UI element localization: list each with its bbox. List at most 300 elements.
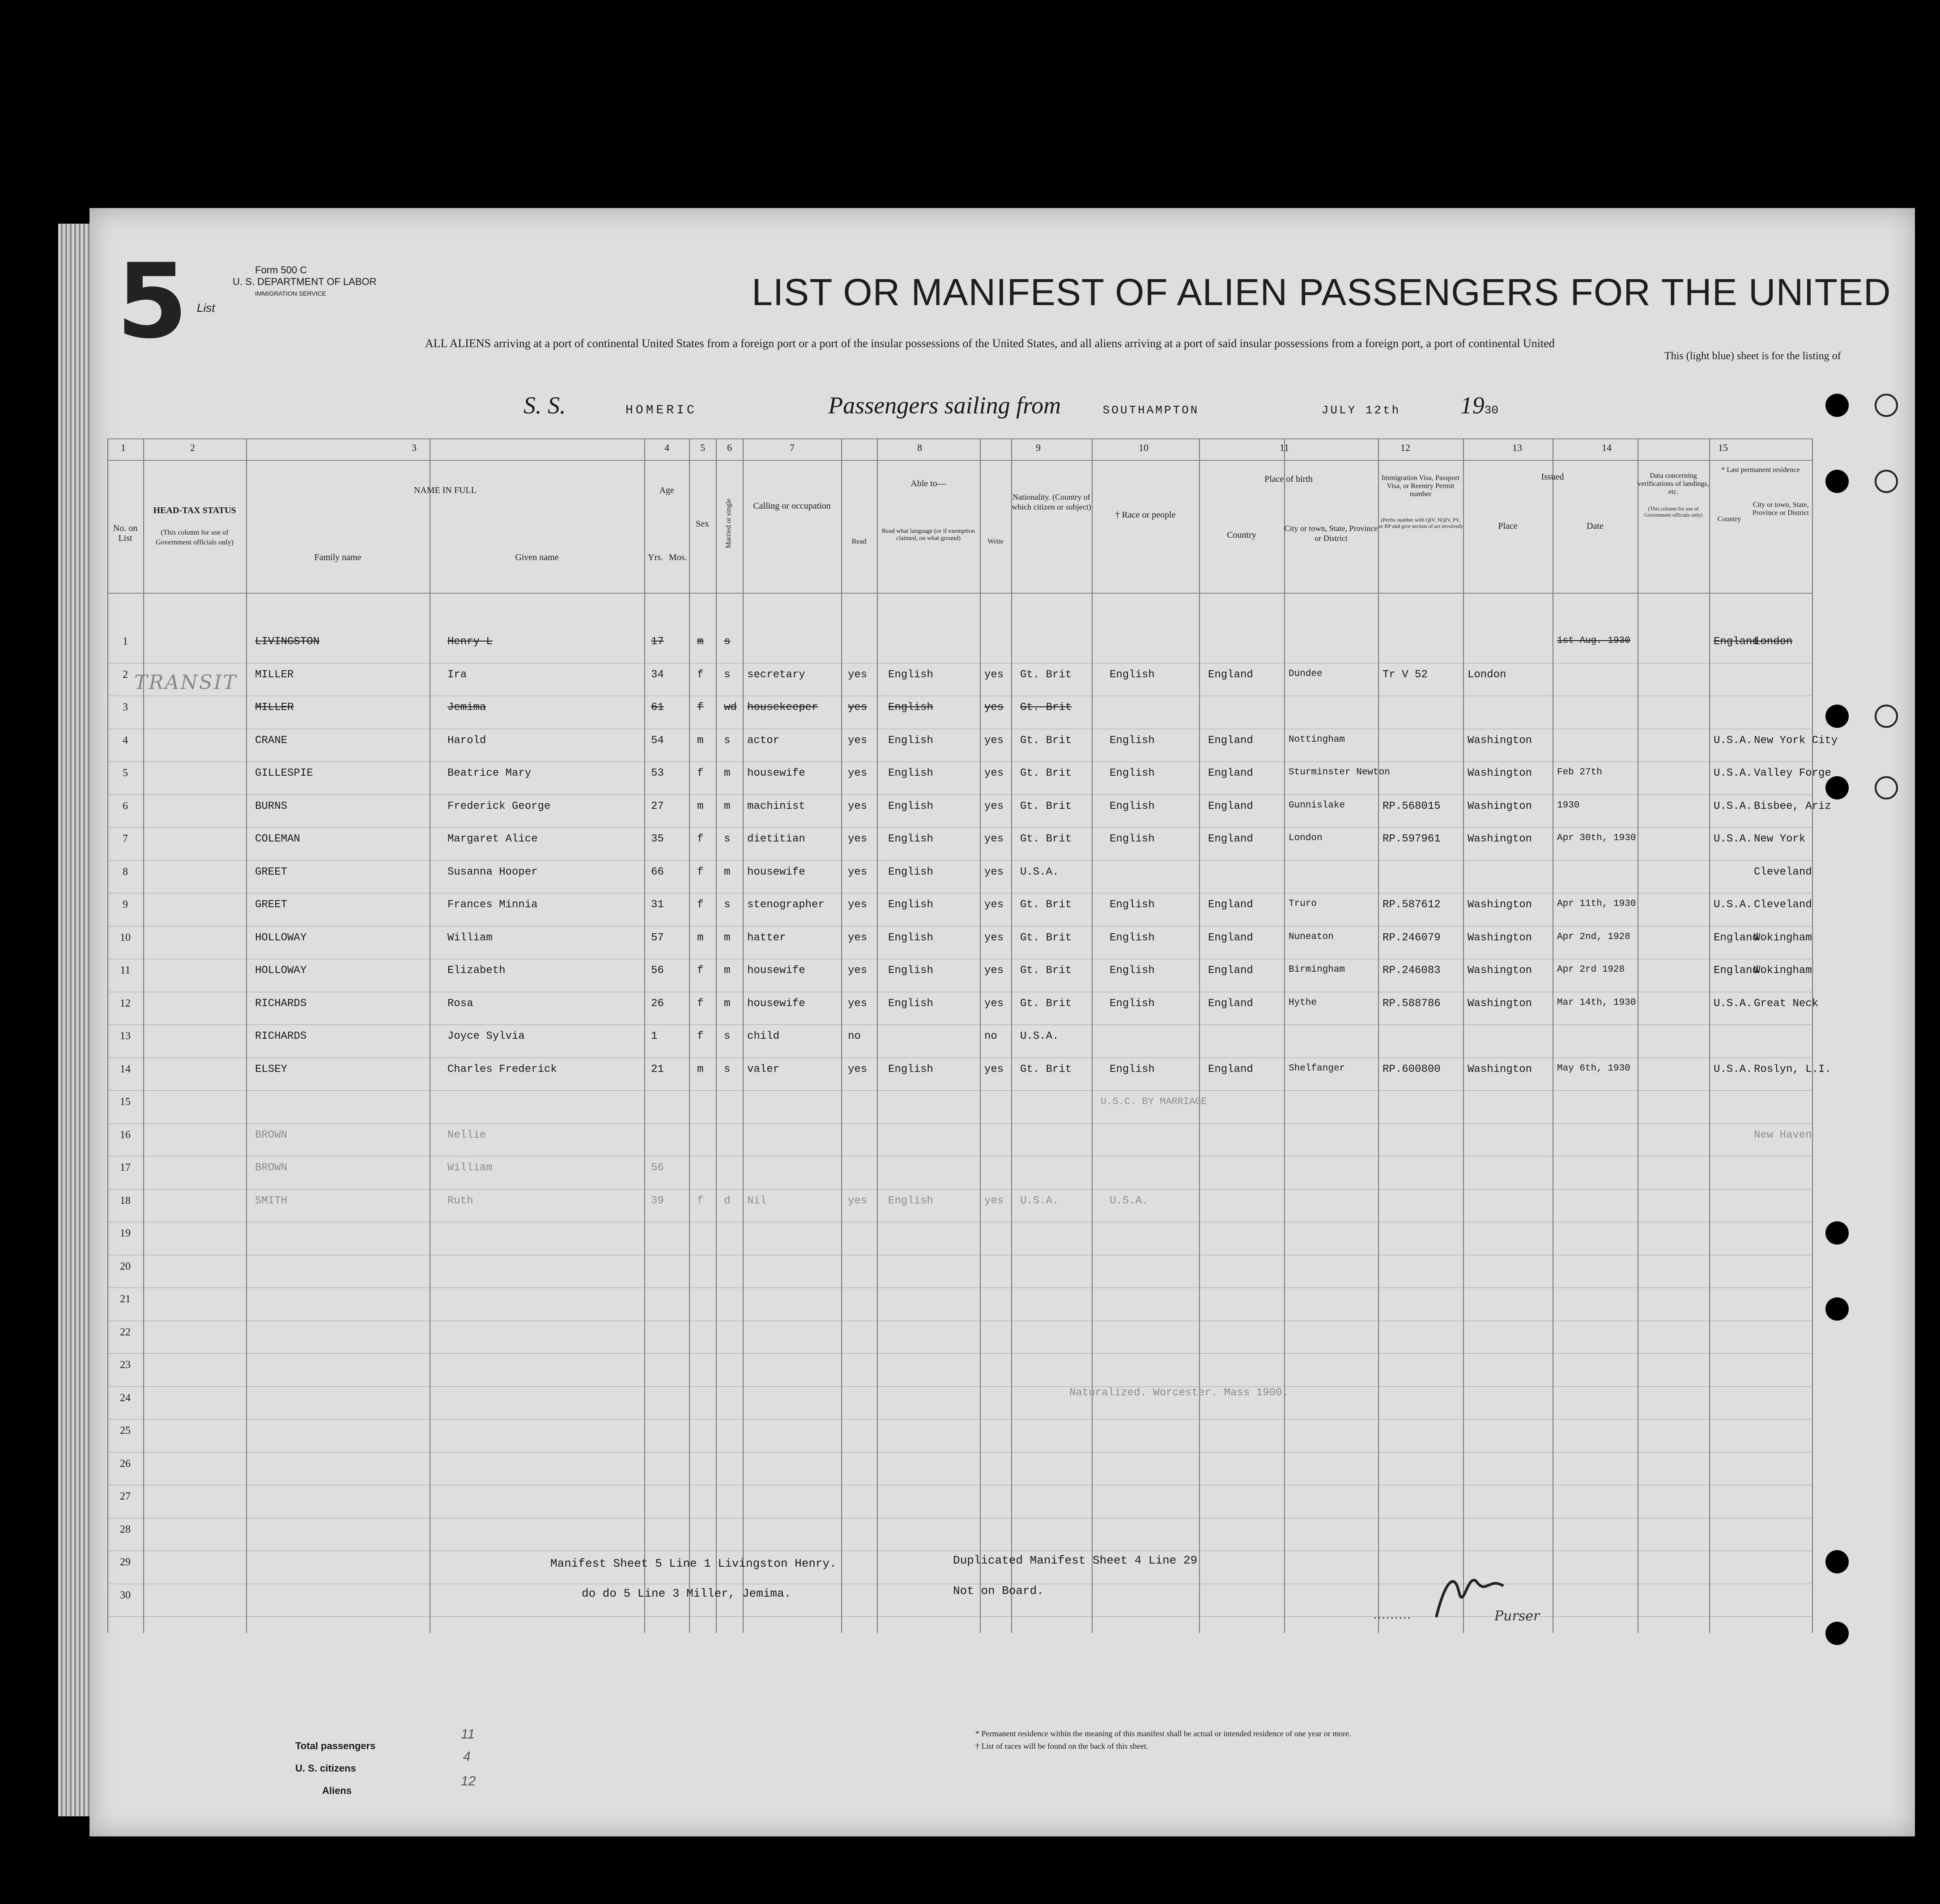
us-citizens-label: U. S. citizens	[295, 1763, 356, 1774]
rule	[107, 438, 1812, 439]
column-number: 2	[190, 442, 195, 453]
cell-write: yes	[984, 1194, 1004, 1207]
cell-marital-status: m	[724, 931, 731, 944]
rule	[1011, 438, 1012, 1633]
cell-marital-status: s	[724, 1030, 731, 1042]
cell-race: English	[1110, 833, 1155, 845]
year-suffix: 30	[1484, 404, 1498, 417]
cell-nationality: Gt. Brit	[1020, 997, 1072, 1010]
total-passengers-value: 11	[461, 1727, 475, 1742]
binder-hole-ring	[1875, 776, 1898, 799]
cell-write: yes	[984, 767, 1004, 779]
cell-birth-country: England	[1208, 734, 1253, 747]
rule	[1709, 438, 1710, 1633]
row-number: 28	[120, 1523, 131, 1535]
usc-marriage-note: U.S.C. BY MARRIAGE	[1101, 1096, 1207, 1107]
cell-write: yes	[984, 899, 1004, 911]
cell-given-name: Frances Minnia	[447, 899, 538, 911]
cell-family-name: GREET	[255, 899, 288, 911]
cell-given-name: Elizabeth	[447, 965, 506, 977]
cell-res-country: England	[1714, 931, 1759, 944]
binder-hole-ring	[1875, 705, 1898, 728]
row-number: 26	[120, 1458, 131, 1470]
cell-read: yes	[848, 734, 868, 747]
cell-given-name: Ira	[447, 668, 467, 681]
header-race: † Race or people	[1115, 510, 1176, 520]
cell-issue-place: Washington	[1468, 800, 1532, 812]
ship-name: HOMERIC	[625, 404, 697, 417]
cell-age: 56	[651, 1162, 664, 1174]
cell-occupation: housewife	[747, 767, 805, 779]
cell-family-name: RICHARDS	[255, 997, 307, 1010]
cell-family-name: GREET	[255, 866, 288, 878]
cell-language: English	[888, 1063, 933, 1075]
cell-birth-city: Sturminster Newton	[1289, 767, 1390, 778]
header-write: Write	[987, 538, 1004, 545]
cell-sex: m	[697, 931, 704, 944]
header-age: Age	[659, 485, 674, 495]
column-number: 14	[1602, 442, 1612, 453]
page-subtitle: ALL ALIENS arriving at a port of continental United States from a foreign port or a port of the insular possessions of the United States, and all aliens arriving at a port of said insular possessions from a foreign port, a port of continental United	[425, 337, 1555, 350]
rule	[743, 438, 744, 1633]
rule	[877, 438, 878, 1633]
cell-res-country: U.S.A.	[1714, 800, 1753, 812]
header-sex: Sex	[696, 519, 709, 529]
cell-race: English	[1110, 668, 1155, 681]
cell-issue-date: Apr 11th, 1930	[1557, 899, 1636, 909]
cell-marital-status: d	[724, 1194, 731, 1207]
cell-issue-date: Apr 2nd, 1928	[1557, 931, 1630, 942]
row-number: 21	[120, 1293, 131, 1305]
column-number: 5	[700, 442, 705, 453]
cell-family-name: ELSEY	[255, 1063, 288, 1075]
ss-label: S. S.	[523, 392, 566, 419]
row-number: 24	[120, 1392, 131, 1404]
cell-read: yes	[848, 800, 868, 812]
cell-issue-date: Apr 30th, 1930	[1557, 833, 1636, 843]
binder-hole-ring	[1875, 394, 1898, 417]
cell-marital-status: m	[724, 965, 731, 977]
cell-given-name: Margaret Alice	[447, 833, 538, 845]
cell-write: yes	[984, 734, 1004, 747]
cell-language: English	[888, 668, 933, 681]
cell-language: English	[888, 931, 933, 944]
cell-res-city: Great Neck	[1754, 997, 1819, 1010]
binder-hole-ring	[1875, 470, 1898, 493]
cell-occupation: housewife	[747, 997, 805, 1010]
cell-birth-country: England	[1208, 931, 1253, 944]
cell-birth-country: England	[1208, 997, 1253, 1010]
header-read: Read	[851, 538, 867, 545]
cell-nationality: Gt. Brit	[1020, 833, 1072, 845]
cell-given-name: Jemima	[447, 701, 486, 714]
cell-family-name: MILLER	[255, 701, 294, 714]
cell-issue-place: Washington	[1468, 931, 1532, 944]
cell-family-name: MILLER	[255, 668, 294, 681]
cell-res-city: London	[1754, 636, 1793, 648]
total-passengers-label: Total passengers	[295, 1740, 376, 1751]
cell-res-city: Cleveland	[1754, 899, 1812, 911]
cell-sex: f	[697, 701, 704, 714]
us-citizens-value: 4	[463, 1749, 471, 1764]
cell-race: English	[1110, 899, 1155, 911]
cell-res-country: England	[1714, 965, 1759, 977]
cell-occupation: actor	[747, 734, 780, 747]
footer-note-2a: do do 5 Line 3 Miller, Jemima.	[582, 1587, 791, 1600]
cell-write: yes	[984, 997, 1004, 1010]
cell-res-city: New York	[1754, 833, 1806, 845]
cell-age: 27	[651, 800, 664, 812]
cell-nationality: Gt. Brit	[1020, 899, 1072, 911]
column-number: 12	[1400, 442, 1410, 453]
row-rule	[107, 1123, 1812, 1124]
cell-issue-place: Washington	[1468, 899, 1532, 911]
header-visa: Immigration Visa, Passport Visa, or Reentry Permit number	[1381, 474, 1460, 498]
service: IMMIGRATION SERVICE	[255, 290, 326, 297]
cell-write: yes	[984, 931, 1004, 944]
cell-nationality: Gt. Brit	[1020, 931, 1072, 944]
cell-occupation: valer	[747, 1063, 780, 1075]
row-rule	[107, 1419, 1812, 1420]
row-rule	[107, 1024, 1812, 1025]
cell-birth-city: Gunnislake	[1289, 800, 1345, 811]
cell-occupation: Nil	[747, 1194, 767, 1207]
header-nationality: Nationality. (Country of which citizen or subject)	[1012, 493, 1091, 511]
header-given-name: Given name	[515, 552, 559, 562]
cell-language: English	[888, 767, 933, 779]
header-mos: Mos.	[668, 552, 687, 562]
row-number: 14	[120, 1063, 131, 1075]
cell-given-name: Beatrice Mary	[447, 767, 532, 779]
row-number: 11	[120, 965, 131, 976]
cell-language: English	[888, 734, 933, 747]
row-number: 17	[120, 1162, 131, 1173]
manifest-table	[107, 438, 1838, 1633]
voyage-line	[523, 391, 1498, 419]
cell-read: yes	[848, 701, 868, 714]
row-number: 15	[120, 1096, 131, 1108]
cell-marital-status: s	[724, 734, 731, 747]
cell-nationality: Gt. Brit	[1020, 668, 1072, 681]
cell-res-country: U.S.A.	[1714, 767, 1753, 779]
cell-family-name: BROWN	[255, 1129, 288, 1141]
cell-write: yes	[984, 1063, 1004, 1075]
cell-race: English	[1110, 734, 1155, 747]
rule	[1284, 438, 1285, 1633]
cell-age: 53	[651, 767, 664, 779]
cell-given-name: Charles Frederick	[447, 1063, 557, 1075]
row-number: 18	[120, 1194, 131, 1207]
cell-res-city: Wokingham	[1754, 965, 1812, 977]
cell-birth-country: England	[1208, 965, 1253, 977]
cell-issue-place: Washington	[1468, 1063, 1532, 1075]
cell-write: yes	[984, 800, 1004, 812]
footnote-dagger: † List of races will be found on the back of this sheet.	[975, 1742, 1149, 1751]
cell-read: no	[848, 1030, 861, 1042]
row-rule	[107, 1386, 1812, 1387]
department: U. S. DEPARTMENT OF LABOR	[233, 276, 377, 287]
cell-birth-city: Dundee	[1289, 668, 1323, 679]
cell-given-name: Henry L	[447, 636, 493, 648]
row-rule	[107, 860, 1812, 861]
cell-age: 61	[651, 701, 664, 714]
cell-res-city: Bisbee, Ariz	[1754, 800, 1831, 812]
rule	[1812, 438, 1813, 1633]
departure-port: SOUTHAMPTON	[1102, 404, 1200, 417]
row-number: 6	[123, 800, 128, 812]
cell-marital-status: m	[724, 800, 731, 812]
cell-occupation: stenographer	[747, 899, 825, 911]
column-number: 9	[1036, 442, 1041, 453]
cell-write: yes	[984, 833, 1004, 845]
cell-sex: m	[697, 734, 704, 747]
cell-race: English	[1110, 931, 1155, 944]
cell-age: 54	[651, 734, 664, 747]
cell-birth-country: England	[1208, 800, 1253, 812]
row-number: 9	[123, 899, 128, 910]
cell-write: yes	[984, 965, 1004, 977]
rule	[246, 438, 247, 1633]
footer-note-2b: Not on Board.	[953, 1584, 1044, 1598]
cell-visa: RP.587612	[1383, 899, 1441, 911]
cell-write: yes	[984, 866, 1004, 878]
cell-read: yes	[848, 866, 868, 878]
cell-occupation: housewife	[747, 965, 805, 977]
cell-read: yes	[848, 965, 868, 977]
cell-birth-city: Hythe	[1289, 997, 1317, 1008]
row-number: 16	[120, 1129, 131, 1141]
purser-dots: .........	[1374, 1608, 1412, 1621]
cell-given-name: Joyce Sylvia	[447, 1030, 525, 1042]
cell-age: 66	[651, 866, 664, 878]
cell-marital-status: wd	[724, 701, 737, 714]
column-number: 6	[727, 442, 732, 453]
cell-marital-status: s	[724, 636, 731, 648]
cell-race: U.S.A.	[1110, 1194, 1149, 1207]
row-rule	[107, 827, 1812, 828]
binder-hole	[1825, 705, 1849, 728]
binder-hole	[1825, 1297, 1849, 1321]
cell-given-name: Harold	[447, 734, 486, 747]
cell-sex: f	[697, 668, 704, 681]
cell-language: English	[888, 800, 933, 812]
header-name-in-full: NAME IN FULL	[414, 485, 476, 495]
cell-sex: f	[697, 1194, 704, 1207]
header-family-name: Family name	[314, 552, 362, 562]
cell-given-name: Susanna Hooper	[447, 866, 538, 878]
form-number: Form 500 C	[255, 264, 307, 276]
cell-sex: m	[697, 636, 704, 648]
cell-language: English	[888, 997, 933, 1010]
cell-language: English	[888, 701, 933, 714]
cell-birth-city: Nuneaton	[1289, 931, 1334, 942]
cell-nationality: U.S.A.	[1020, 1194, 1059, 1207]
cell-issue-place: Washington	[1468, 833, 1532, 845]
cell-birth-country: England	[1208, 899, 1253, 911]
row-number: 4	[123, 734, 128, 746]
cell-given-name: Ruth	[447, 1194, 473, 1207]
cell-nationality: Gt. Brit	[1020, 965, 1072, 977]
row-rule	[107, 1616, 1812, 1617]
cell-race: English	[1110, 997, 1155, 1010]
cell-sex: f	[697, 833, 704, 845]
binder-hole	[1825, 394, 1849, 417]
transit-stamp: TRANSIT	[134, 671, 238, 694]
header-calling: Calling or occupation	[753, 501, 831, 511]
cell-race: English	[1110, 767, 1155, 779]
cell-issue-place: Washington	[1468, 965, 1532, 977]
cell-race: English	[1110, 965, 1155, 977]
rule	[841, 438, 842, 1633]
cell-race: English	[1110, 800, 1155, 812]
cell-write: no	[984, 1030, 997, 1042]
row-rule	[107, 1353, 1812, 1354]
rule	[107, 593, 1812, 594]
column-number: 15	[1718, 442, 1728, 453]
cell-read: yes	[848, 668, 868, 681]
column-number: 4	[664, 442, 669, 453]
header-married: Married or single	[725, 498, 732, 548]
cell-issue-date: Feb 27th	[1557, 767, 1602, 778]
sailing-label: Passengers sailing from	[828, 392, 1061, 419]
cell-occupation: housewife	[747, 866, 805, 878]
cell-nationality: U.S.A.	[1020, 1030, 1059, 1042]
row-rule	[107, 761, 1812, 762]
cell-res-city: Valley Forge	[1754, 767, 1831, 779]
aliens-label: Aliens	[322, 1785, 352, 1796]
cell-nationality: Gt. Brit	[1020, 767, 1072, 779]
cell-occupation: dietitian	[747, 833, 805, 845]
cell-age: 57	[651, 931, 664, 944]
row-number: 3	[123, 701, 128, 713]
rule	[980, 438, 981, 1633]
cell-read: yes	[848, 997, 868, 1010]
footer-note-1b: Duplicated Manifest Sheet 4 Line 29	[953, 1554, 1198, 1567]
cell-visa: RP.588786	[1383, 997, 1441, 1010]
page-title: LIST OR MANIFEST OF ALIEN PASSENGERS FOR THE UNITED	[752, 271, 1891, 313]
cell-given-name: William	[447, 931, 493, 944]
cell-issue-place: Washington	[1468, 767, 1532, 779]
cell-nationality: Gt. Brit	[1020, 734, 1072, 747]
cell-occupation: housekeeper	[747, 701, 818, 714]
cell-nationality: Gt. Brit	[1020, 1063, 1072, 1075]
binder-hole	[1825, 1550, 1849, 1573]
row-number: 12	[120, 997, 131, 1009]
cell-family-name: LIVINGSTON	[255, 636, 320, 648]
cell-nationality: Gt. Brit	[1020, 800, 1072, 812]
rule	[1092, 438, 1093, 1633]
row-number: 29	[120, 1556, 131, 1568]
cell-family-name: BROWN	[255, 1162, 288, 1174]
binder-hole	[1825, 470, 1849, 493]
cell-age: 31	[651, 899, 664, 911]
cell-age: 34	[651, 668, 664, 681]
row-number: 7	[123, 833, 128, 845]
cell-language: English	[888, 833, 933, 845]
cell-issue-place: Washington	[1468, 734, 1532, 747]
cell-language: English	[888, 965, 933, 977]
aliens-value: 12	[461, 1774, 476, 1789]
cell-res-city: New York City	[1754, 734, 1838, 747]
row-rule	[107, 1090, 1812, 1091]
cell-read: yes	[848, 833, 868, 845]
cell-issue-date: 1930	[1557, 800, 1580, 811]
cell-family-name: BURNS	[255, 800, 288, 812]
cell-birth-city: London	[1289, 833, 1323, 843]
cell-sex: f	[697, 899, 704, 911]
cell-given-name: Nellie	[447, 1129, 486, 1141]
list-label: List	[197, 301, 215, 314]
cell-visa: RP.246083	[1383, 965, 1441, 977]
form-label	[197, 264, 377, 314]
cell-visa: RP.246079	[1383, 931, 1441, 944]
binder-hole	[1825, 1622, 1849, 1645]
rule	[1378, 438, 1379, 1633]
row-number: 27	[120, 1491, 131, 1502]
year-prefix: 19	[1460, 392, 1485, 419]
rule	[1199, 438, 1200, 1633]
column-number: 7	[790, 442, 795, 453]
cell-marital-status: m	[724, 767, 731, 779]
cell-write: yes	[984, 701, 1004, 714]
cell-marital-status: m	[724, 866, 731, 878]
cell-sex: f	[697, 767, 704, 779]
cell-family-name: SMITH	[255, 1194, 288, 1207]
cell-occupation: machinist	[747, 800, 805, 812]
column-number: 3	[412, 442, 417, 453]
cell-issue-date: May 6th, 1930	[1557, 1063, 1630, 1074]
cell-age: 21	[651, 1063, 664, 1075]
cell-res-country: U.S.A.	[1714, 734, 1753, 747]
purser-label: Purser	[1494, 1608, 1540, 1624]
cell-res-country: U.S.A.	[1714, 1063, 1753, 1075]
cell-birth-city: Birmingham	[1289, 965, 1345, 975]
row-number: 22	[120, 1326, 131, 1338]
cell-read: yes	[848, 931, 868, 944]
column-number: 11	[1280, 442, 1289, 453]
cell-sex: f	[697, 997, 704, 1010]
cell-family-name: CRANE	[255, 734, 288, 747]
row-number: 1	[123, 636, 128, 647]
cell-read: yes	[848, 1063, 868, 1075]
cell-age: 1	[651, 1030, 658, 1042]
manifest-sheet	[89, 208, 1915, 1836]
cell-family-name: COLEMAN	[255, 833, 300, 845]
cell-nationality: Gt. Brit	[1020, 701, 1072, 714]
cell-age: 39	[651, 1194, 664, 1207]
cell-issue-date: 1st Aug. 1930	[1557, 636, 1630, 646]
column-number: 13	[1512, 442, 1522, 453]
row-number: 19	[120, 1228, 131, 1239]
cell-issue-date: Apr 2rd 1928	[1557, 965, 1625, 975]
cell-visa: Tr V 52	[1383, 668, 1428, 681]
header-res-country: Country	[1717, 515, 1741, 523]
cell-given-name: Rosa	[447, 997, 473, 1010]
cell-res-country: England	[1714, 636, 1759, 648]
header-place-of-birth: Place of birth	[1264, 474, 1313, 484]
cell-birth-city: Shelfanger	[1289, 1063, 1345, 1074]
cell-birth-country: England	[1208, 668, 1253, 681]
column-number: 8	[917, 442, 922, 453]
rule	[689, 438, 690, 1633]
cell-res-city: New Haven	[1754, 1129, 1812, 1141]
cell-read: yes	[848, 1194, 868, 1207]
column-number: 10	[1139, 442, 1149, 453]
row-number: 10	[120, 931, 131, 944]
binder-hole	[1825, 1221, 1849, 1245]
rule	[1463, 438, 1464, 1633]
row-number: 8	[123, 866, 128, 878]
